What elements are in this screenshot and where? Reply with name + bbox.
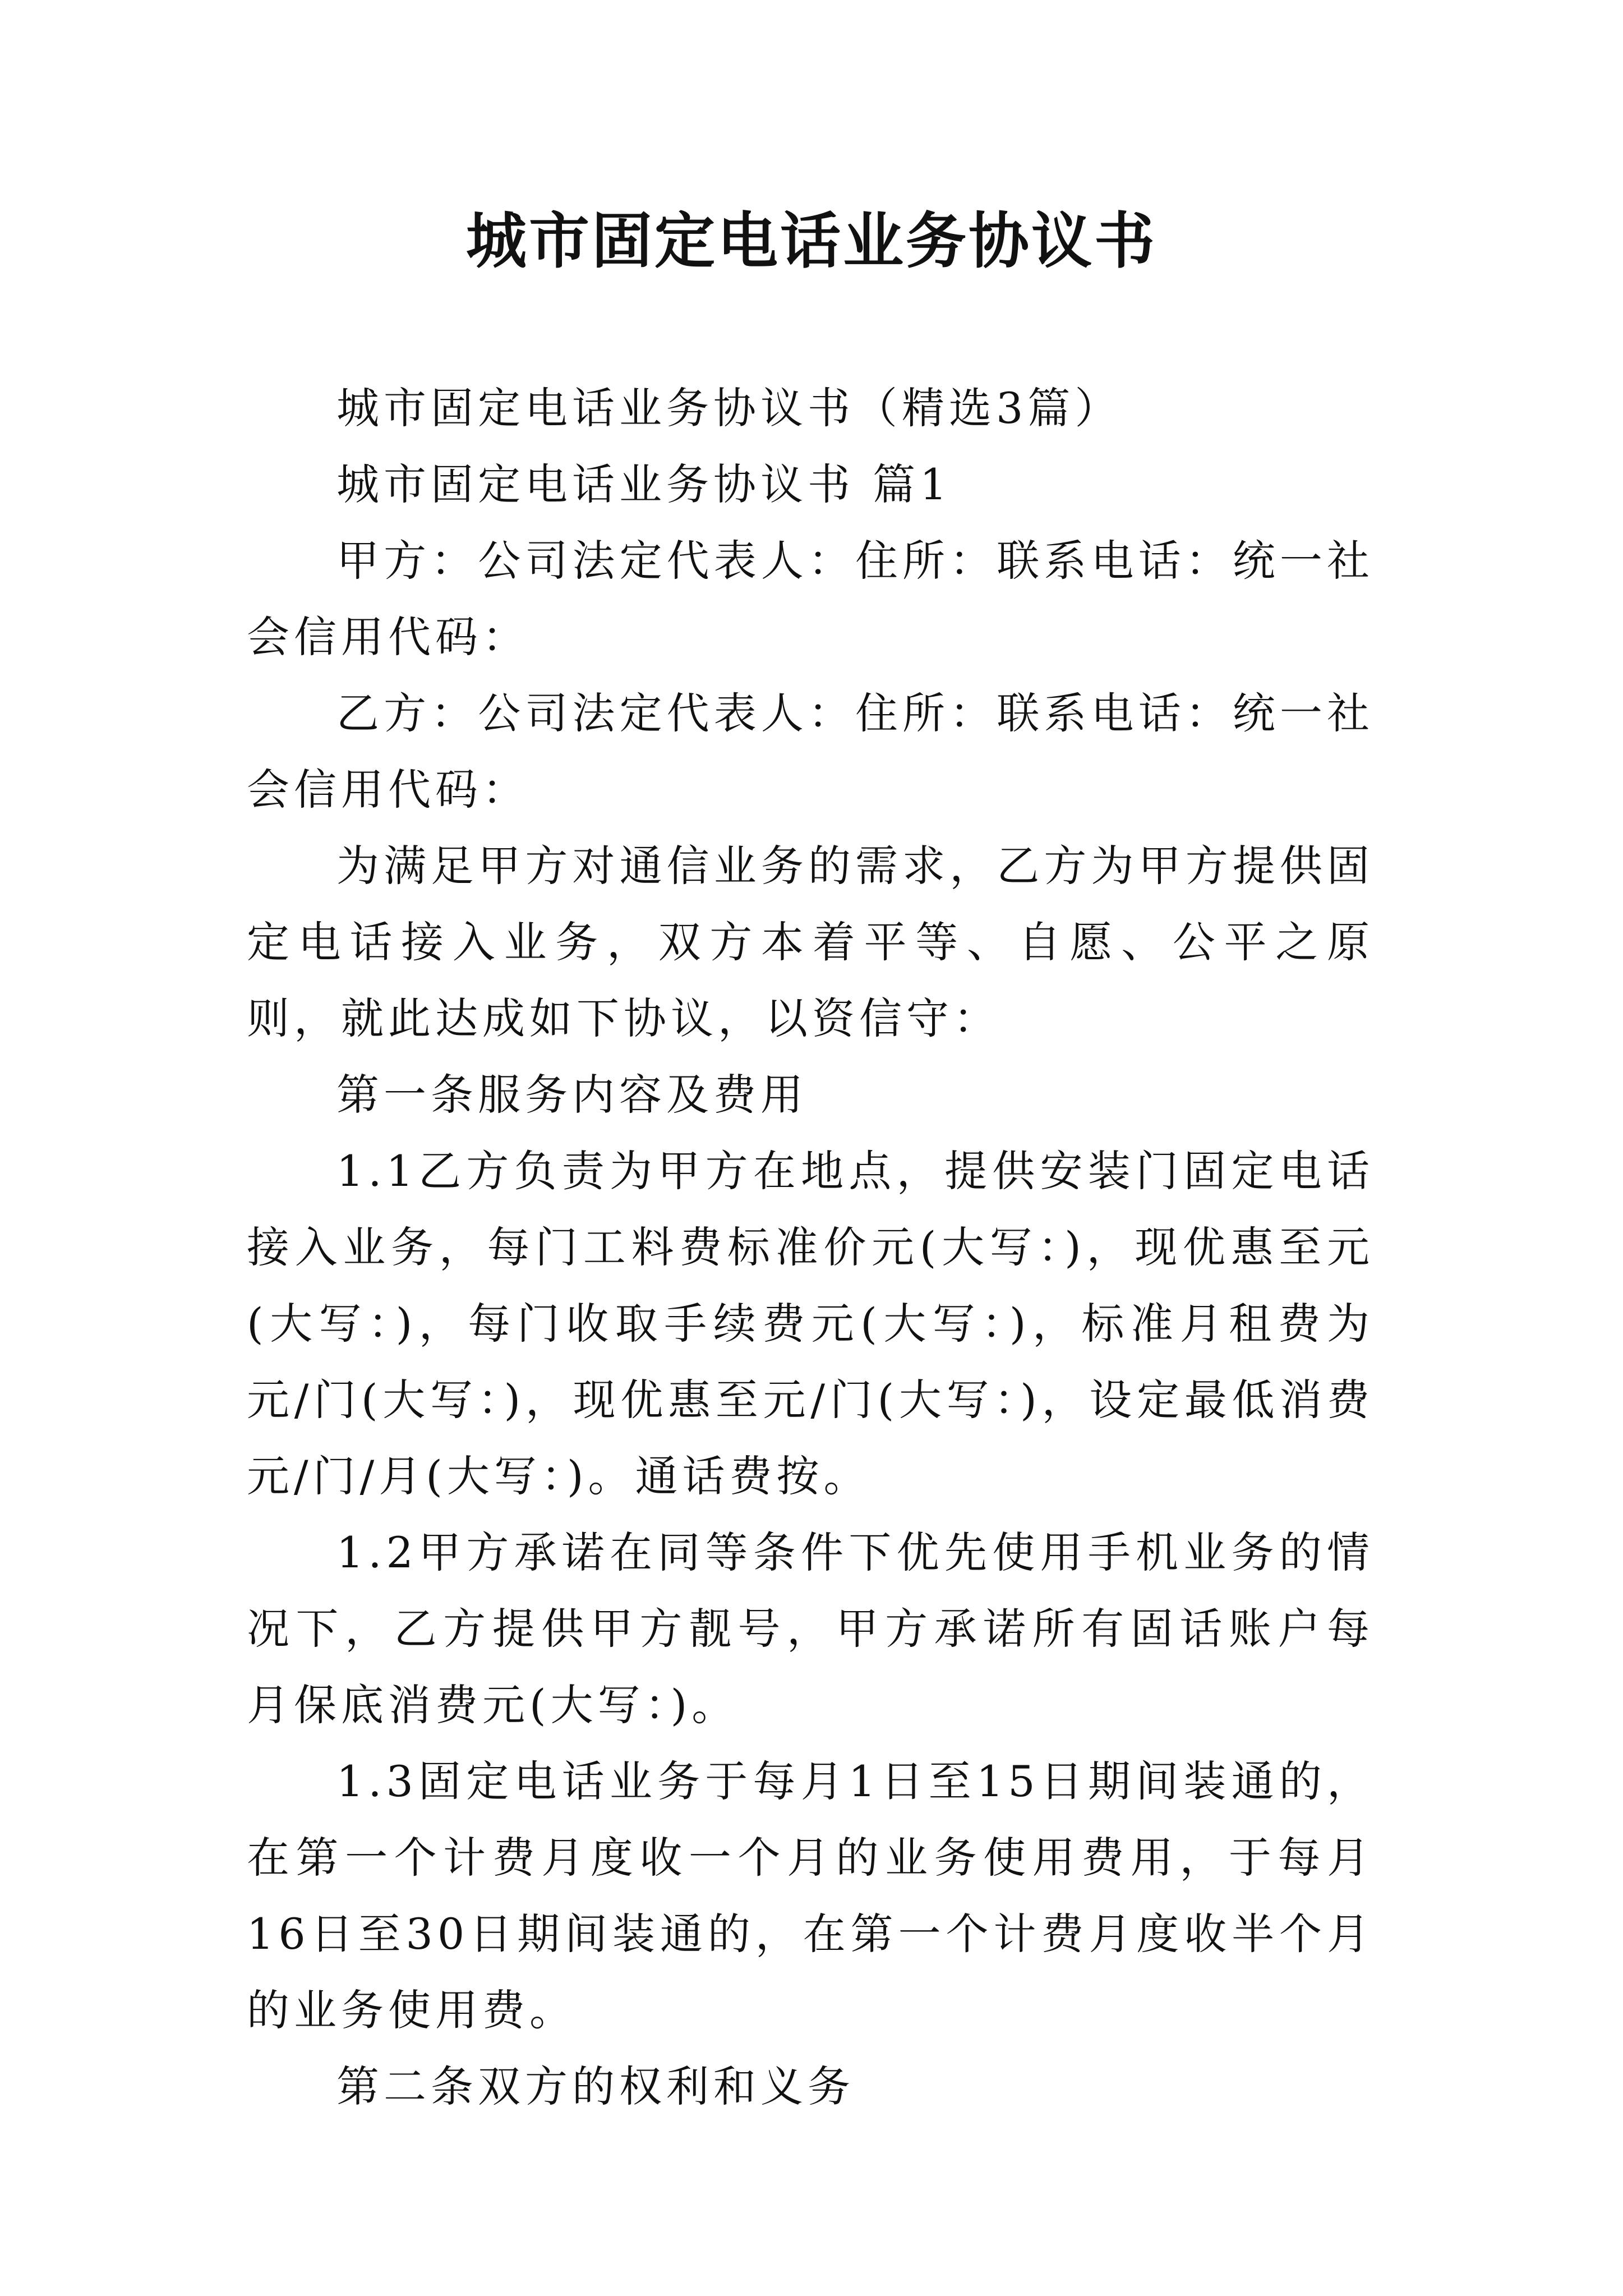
paragraph-party-b: 乙方：公司法定代表人：住所：联系电话：统一社会信用代码： bbox=[247, 688, 1374, 815]
paragraph-subtitle: 城市固定电话业务协议书（精选3篇） bbox=[336, 383, 1122, 433]
paragraph-clause-1-2: 1.2甲方承诺在同等条件下优先使用手机业务的情况下，乙方提供甲方靓号，甲方承诺所有固话账户每月保底消费元(大写：)。 bbox=[247, 1527, 1374, 1730]
paragraph-preamble: 为满足甲方对通信业务的需求，乙方为甲方提供固定电话接入业务，双方本着平等、自愿、公平之原则，就此达成如下协议，以资信守： bbox=[247, 841, 1374, 1043]
paragraph-party-a: 甲方：公司法定代表人：住所：联系电话：统一社会信用代码： bbox=[247, 536, 1374, 662]
document-body bbox=[247, 370, 1374, 2125]
paragraph-clause-1-3: 1.3固定电话业务于每月1日至15日期间装通的，在第一个计费月度收一个月的业务使用费用，于每月16日至30日期间装通的，在第一个计费月度收半个月的业务使用费。 bbox=[247, 1756, 1374, 2035]
paragraph-article-1-heading: 第一条服务内容及费用 bbox=[336, 1070, 808, 1120]
document-title: 城市固定电话业务协议书 bbox=[465, 206, 1157, 277]
paragraph-article-2-heading: 第二条双方的权利和义务 bbox=[336, 2062, 855, 2111]
paragraph-section-heading: 城市固定电话业务协议书 篇1 bbox=[336, 459, 952, 509]
paragraph-clause-1-1: 1.1乙方负责为甲方在地点，提供安装门固定电话接入业务，每门工料费标准价元(大写：)，现优惠至元(大写：)，每门收取手续费元(大写：)，标准月租费为元/门(大写：)，现优惠至元/门(大写：)，设定最低消费元/门/月(大写：)。通话费按。 bbox=[247, 1146, 1374, 1501]
